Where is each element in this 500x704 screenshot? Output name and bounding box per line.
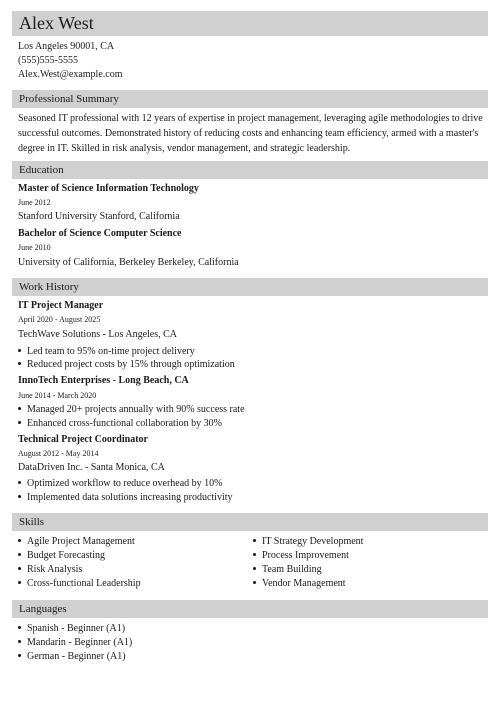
bullet-icon — [18, 567, 21, 570]
job-dates: April 2020 - August 2025 — [18, 315, 101, 324]
section-title: Languages — [19, 603, 67, 615]
list-item: Led team to 95% on-time project delivery — [18, 346, 195, 358]
section-header-languages — [12, 600, 488, 618]
bullet-icon — [18, 539, 21, 542]
phone: (555)555-5555 — [18, 55, 78, 66]
bullet-icon — [253, 581, 256, 584]
skill-item: Risk Analysis — [18, 564, 82, 576]
bullet-icon — [18, 421, 21, 424]
language-item: Mandarin - Beginner (A1) — [18, 637, 132, 649]
list-item: Implemented data solutions increasing productivity — [18, 492, 233, 504]
language-item: German - Beginner (A1) — [18, 651, 126, 663]
list-item: Reduced project costs by 15% through optimization — [18, 359, 235, 371]
job-company: TechWave Solutions - Los Angeles, CA — [18, 329, 178, 340]
degree-title: Bachelor of Science Computer Science — [18, 228, 182, 239]
skill-item: Team Building — [253, 564, 322, 576]
list-item: Managed 20+ projects annually with 90% success rate — [18, 404, 245, 416]
job-title: InnoTech Enterprises - Long Beach, CA — [18, 375, 189, 386]
bullet-icon — [18, 640, 21, 643]
skill-item: Cross-functional Leadership — [18, 578, 141, 590]
degree-date: June 2012 — [18, 198, 51, 207]
job-company: DataDriven Inc. - Santa Monica, CA — [18, 462, 165, 473]
list-item: Enhanced cross-functional collaboration by 30% — [18, 418, 222, 430]
skill-item: Process Improvement — [253, 550, 349, 562]
bullet-icon — [253, 567, 256, 570]
school: Stanford University Stanford, California — [18, 211, 180, 222]
bullet-icon — [253, 553, 256, 556]
section-title: Work History — [19, 281, 79, 293]
language-item: Spanish - Beginner (A1) — [18, 623, 125, 635]
section-header-summary — [12, 90, 488, 108]
bullet-icon — [18, 407, 21, 410]
section-title: Skills — [19, 516, 45, 528]
skill-item: Vendor Management — [253, 578, 346, 590]
list-item: Optimized workflow to reduce overhead by 10% — [18, 478, 223, 490]
skill-item: Budget Forecasting — [18, 550, 105, 562]
skill-item: Agile Project Management — [18, 536, 135, 548]
section-header-education — [12, 161, 488, 179]
bullet-icon — [18, 581, 21, 584]
skill-item: IT Strategy Development — [253, 536, 363, 548]
section-title: Professional Summary — [19, 93, 119, 105]
candidate-name: Alex West — [19, 13, 94, 33]
summary-text: Seasoned IT professional with 12 years of expertise in project management, leveraging agile methodologies to drive successful outcomes. Demonstrated history of reducing costs and enhancing team efficiency, armed with a master's degree in IT. Skilled in risk analysis, vendor management, and strategic leadership. — [18, 113, 483, 154]
school: University of California, Berkeley Berkeley, California — [18, 257, 239, 268]
section-header-work — [12, 278, 488, 296]
section-title: Education — [19, 164, 64, 176]
address: Los Angeles 90001, CA — [18, 41, 115, 52]
email: Alex.West@example.com — [18, 69, 123, 80]
bullet-icon — [18, 553, 21, 556]
job-dates: June 2014 - March 2020 — [18, 391, 97, 400]
section-header-skills — [12, 513, 488, 531]
degree-date: June 2010 — [18, 243, 51, 252]
bullet-icon — [18, 654, 21, 657]
job-title: IT Project Manager — [18, 300, 104, 311]
bullet-icon — [18, 349, 21, 352]
job-dates: August 2012 - May 2014 — [18, 449, 99, 458]
name-header — [12, 11, 488, 36]
degree-title: Master of Science Information Technology — [18, 183, 199, 194]
bullet-icon — [18, 362, 21, 365]
bullet-icon — [18, 495, 21, 498]
bullet-icon — [253, 539, 256, 542]
bullet-icon — [18, 626, 21, 629]
job-title: Technical Project Coordinator — [18, 434, 148, 445]
bullet-icon — [18, 481, 21, 484]
